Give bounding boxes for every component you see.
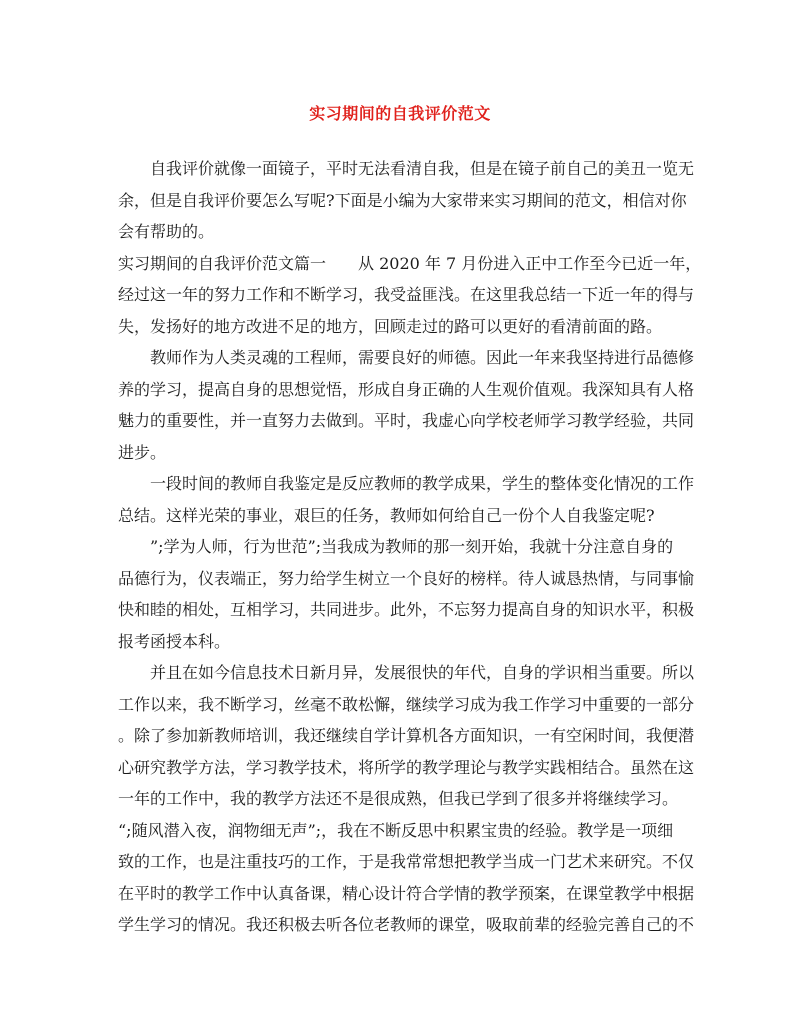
body-line: 自我评价就像一面镜子，平时无法看清自我，但是在镜子前自己的美丑一览无 [150,159,695,178]
body-line: 在平时的教学工作中认真备课，精心设计符合学情的教学预案，在课堂教学中根据 [118,883,695,903]
body-line: 快和睦的相处，互相学习，共同进步。此外，不忘努力提高自身的知识水平，积极 [118,600,695,619]
body-line: 余，但是自我评价要怎么写呢?下面是小编为大家带来实习期间的范文，相信对你 [118,190,687,210]
body-line: 品德行为，仪表端正，努力给学生树立一个良好的榜样。待人诚恳热情，与同事愉 [118,568,695,588]
body-line: 魅力的重要性，并一直努力去做到。平时，我虚心向学校老师学习教学经验，共同 [118,411,695,430]
body-line: 报考函授本科。 [118,631,231,651]
body-line: 失，发扬好的地方改进不足的地方，回顾走过的路可以更好的看清前面的路。 [118,316,663,336]
body-line: 致的工作，也是注重技巧的工作，于是我常常想把教学当成一门艺术来研究。不仅 [118,852,695,871]
body-line: 养的学习，提高自身的思想觉悟，形成自身正确的人生观价值观。我深知具有人格 [118,379,695,399]
body-line: 学生学习的情况。我还积极去听各位老教师的课堂，吸取前辈的经验完善自己的不 [118,915,695,934]
body-line: 并且在如今信息技术日新月异，发展很快的年代，自身的学识相当重要。所以 [150,663,695,682]
body-line: 进步。 [118,442,167,462]
body-line: ”;学为人师，行为世范”;当我成为教师的那一刻开始，我就十分注意自身的 [150,537,674,556]
body-line: 。除了参加新教师培训，我还继续自学计算机各方面知识，一有空闲时间，我便潜 [118,726,695,745]
body-line: 会有帮助的。 [118,222,215,241]
body-line: “;随风潜入夜，润物细无声”;，我在不断反思中积累宝贵的经验。教学是一项细 [118,820,674,840]
body-line: 心研究教学方法，学习教学技术，将所学的教学理论与教学实践相结合。虽然在这 [118,757,695,777]
body-line: 实习期间的自我评价范文篇一 从 2020 年 7 月份进入正中工作至今已近一年， [118,253,702,273]
document-body [118,153,702,941]
body-line: 工作以来，我不断学习，丝毫不敢松懈，继续学习成为我工作学习中重要的一部分 [118,694,695,714]
body-line: 教师作为人类灵魂的工程师，需要良好的师德。因此一年来我坚持进行品德修 [150,348,695,367]
body-line: 总结。这样光荣的事业，艰巨的任务，教师如何给自己一份个人自我鉴定呢? [118,505,655,525]
document-title: 实习期间的自我评价范文 [309,104,491,123]
body-line: 一年的工作中，我的教学方法还不是很成熟，但我已学到了很多并将继续学习。 [118,789,679,808]
body-line: 经过这一年的努力工作和不断学习，我受益匪浅。在这里我总结一下近一年的得与 [118,285,695,304]
body-line: 一段时间的教师自我鉴定是反应教师的教学成果，学生的整体变化情况的工作 [150,474,695,493]
